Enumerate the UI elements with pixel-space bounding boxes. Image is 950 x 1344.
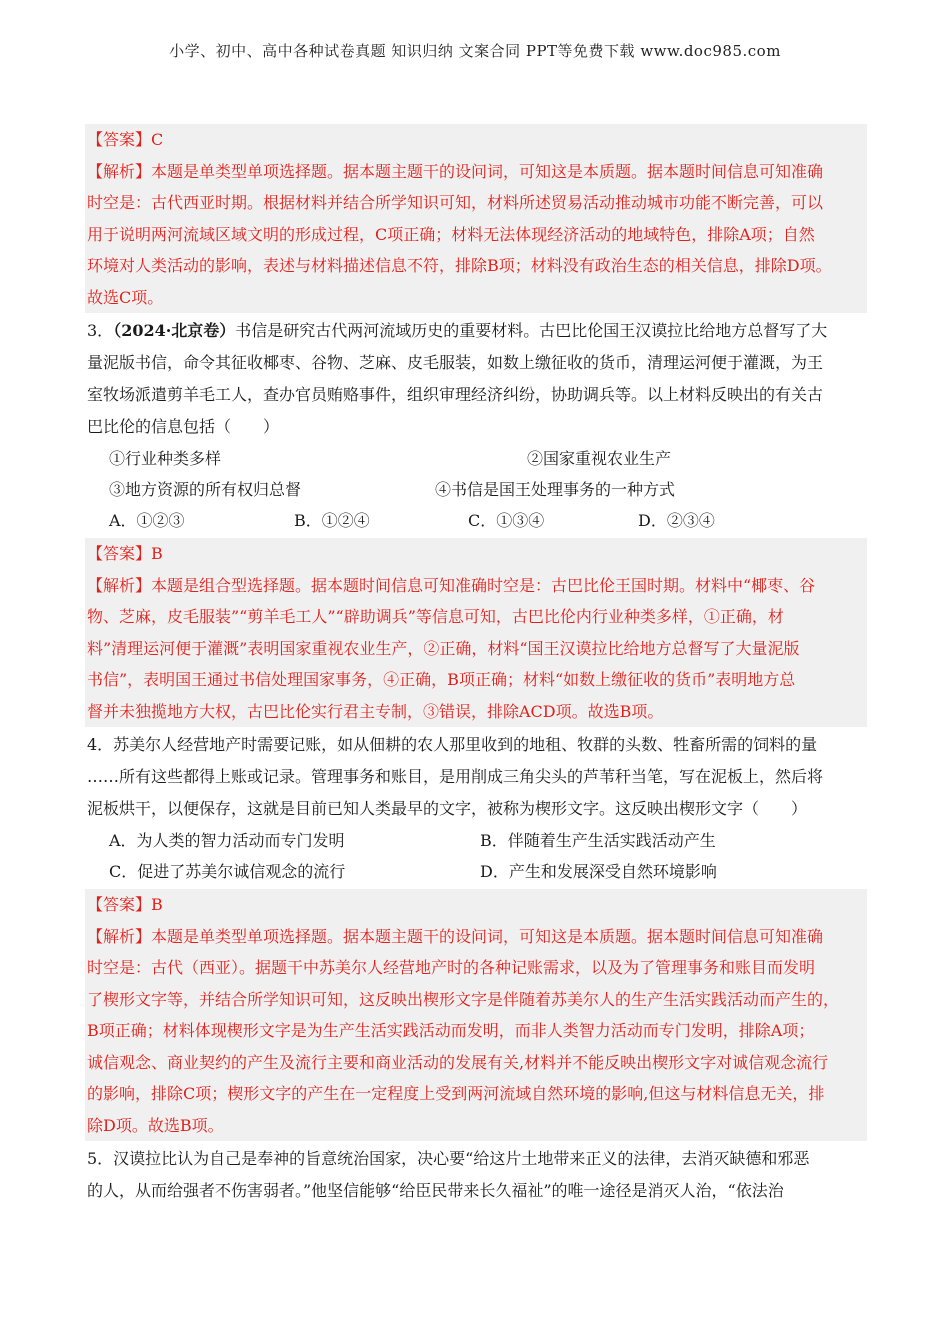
- question-3: [87, 315, 867, 536]
- q4-options-row: [87, 856, 867, 887]
- q3-source: （2024·北京卷）: [113, 321, 236, 340]
- q4-analysis-line: B项正确；材料体现楔形文字是为生产生活实践活动而发明，而非人类智力活动而专门发明，排除A项；: [87, 1021, 815, 1040]
- q4-options-row: [87, 825, 867, 856]
- q3-answer: 【答案】B: [87, 544, 163, 563]
- q4-option-d: D．产生和发展深受自然环境影响: [480, 862, 717, 881]
- q4-analysis-line: 除D项。故选B项。: [87, 1115, 224, 1135]
- q3-stem-text: 书信是研究古代两河流域历史的重要材料。古巴比伦国王汉谟拉比给地方总督写了大: [235, 321, 828, 340]
- q3-analysis-line: 书信”，表明国王通过书信处理国家事务，④正确，B项正确；材料“如数上缴征收的货币”表明地方总: [87, 670, 796, 689]
- q4-option-c: C．促进了苏美尔诚信观念的流行: [109, 862, 346, 881]
- q3-item: ③地方资源的所有权归总督: [109, 480, 302, 499]
- q3-analysis-line: 【解析】本题是组合型选择题。据本题时间信息可知准确时空是：古巴比伦王国时期。材料中“椰枣、谷: [87, 575, 816, 595]
- q3-analysis-line: 料”清理运河便于灌溉”表明国家重视农业生产，②正确，材料“国王汉谟拉比给地方总督写了大量泥版: [87, 638, 800, 658]
- q3-option-d: D．②③④: [638, 511, 715, 530]
- q4-stem-line: ……所有这些都得上账或记录。管理事务和账目，是用削成三角尖头的芦苇秆当笔，写在泥板上，然后将: [87, 767, 824, 786]
- q4-analysis-line: 时空是：古代（西亚）。据题干中苏美尔人经营地产时的各种记账需求，以及为了管理事务和账目而发明: [87, 958, 816, 977]
- q5-stem-line: 的人，从而给强者不伤害弱者。”他坚信能够“给臣民带来长久福祉”的唯一途径是消灭人治，“依法治: [87, 1181, 784, 1200]
- q3-items-row: [87, 443, 867, 474]
- q4-answer-block: [85, 889, 867, 1141]
- q4-stem-line: 4．苏美尔人经营地产时需要记账，如从佃耕的农人那里收到的地租、牧群的头数、牲畜所需的饲料的量: [87, 735, 818, 754]
- q2-analysis-line: 时空是：古代西亚时期。根据材料并结合所学知识可知，材料所述贸易活动推动城市功能不断完善，可以: [87, 193, 824, 212]
- q3-number: 3．: [87, 321, 114, 340]
- q3-item: ①行业种类多样: [109, 449, 222, 468]
- question-5: [87, 1143, 867, 1207]
- q4-answer: 【答案】B: [87, 895, 163, 914]
- q3-options-row: [87, 505, 867, 536]
- q2-analysis-line: 用于说明两河流域区域文明的形成过程，C项正确；材料无法体现经济活动的地域特色，排除A项；自然: [87, 224, 815, 244]
- q2-answer: 【答案】C: [87, 130, 164, 149]
- q2-analysis-line: 【解析】本题是单类型单项选择题。据本题主题干的设问词，可知这是本质题。据本题时间信息可知准确: [87, 161, 824, 181]
- q4-analysis-line: 了楔形文字等，并结合所学知识可知，这反映出楔形文字是伴随着苏美尔人的生产生活实践活动而产生的，: [87, 989, 840, 1009]
- question-4: [87, 729, 867, 887]
- q3-item: ④书信是国王处理事务的一种方式: [435, 480, 676, 499]
- q4-option-b: B．伴随着生产生活实践活动产生: [480, 831, 716, 850]
- q3-answer-block: [85, 538, 867, 727]
- q2-analysis-line: 故选C项。: [87, 287, 164, 307]
- q3-analysis-line: 物、芝麻，皮毛服装”“剪羊毛工人”“辟助调兵”等信息可知，古巴比伦内行业种类多样，①正确，材: [87, 607, 784, 626]
- q2-answer-block: [85, 124, 867, 313]
- page-header: 小学、初中、高中各种试卷真题 知识归纳 文案合同 PPT等免费下载 www.doc985.com: [169, 42, 781, 60]
- q4-analysis-line: 诚信观念、商业契约的产生及流行主要和商业活动的发展有关,材料并不能反映出楔形文字对诚信观念流行: [87, 1052, 829, 1072]
- q3-items-row: [87, 474, 867, 505]
- q3-stem-line: 量泥版书信，命令其征收椰枣、谷物、芝麻、皮毛服装，如数上缴征收的货币，清理运河便于灌溉，为王: [87, 353, 824, 372]
- q4-option-a: A．为人类的智力活动而专门发明: [109, 831, 345, 850]
- q4-analysis-line: 的影响，排除C项；楔形文字的产生在一定程度上受到两河流域自然环境的影响,但这与材料信息无关，排: [87, 1084, 825, 1103]
- q3-stem-line: 巴比伦的信息包括（ ）: [87, 417, 280, 436]
- q3-stem-line: [87, 315, 867, 347]
- q2-analysis-line: 环境对人类活动的影响，表述与材料描述信息不符，排除B项；材料没有政治生态的相关信息，排除D项。: [87, 256, 832, 275]
- q5-stem-line: 5．汉谟拉比认为自己是奉神的旨意统治国家，决心要“给这片土地带来正义的法律，去消灭缺德和邪恶: [87, 1149, 810, 1168]
- q3-analysis-line: 督并未独揽地方大权，古巴比伦实行君主专制，③错误，排除ACD项。故选B项。: [87, 701, 664, 721]
- q4-analysis-line: 【解析】本题是单类型单项选择题。据本题主题干的设问词，可知这是本质题。据本题时间信息可知准确: [87, 926, 824, 946]
- document-body: [87, 124, 867, 1207]
- q3-option-c: C．①③④: [468, 511, 545, 530]
- q3-stem-line: 室牧场派遣剪羊毛工人，查办官员贿赂事件，组织审理经济纠纷，协助调兵等。以上材料反映出的有关古: [87, 385, 824, 404]
- q4-stem-line: 泥板烘干，以便保存，这就是目前已知人类最早的文字，被称为楔形文字。这反映出楔形文字（ ）: [87, 799, 808, 818]
- q3-option-b: B．①②④: [294, 511, 370, 530]
- q3-item: ②国家重视农业生产: [527, 449, 672, 468]
- q3-option-a: A．①②③: [109, 511, 185, 530]
